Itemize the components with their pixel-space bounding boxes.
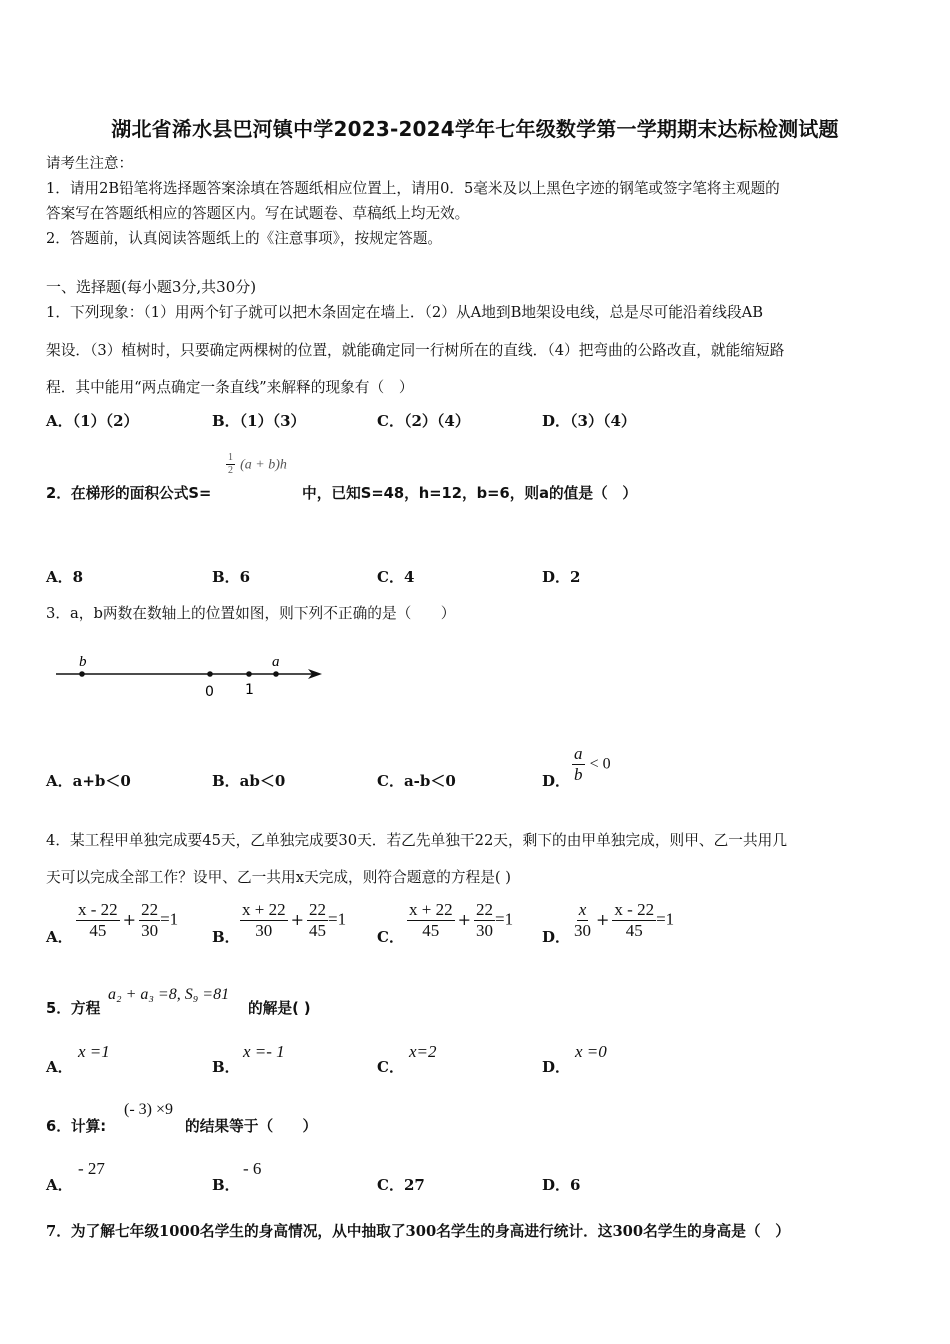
q4-b-rhs: =1 [328,909,347,929]
q3-option-a[interactable]: A．a+b＜0 [46,772,131,790]
q6-expression: (- 3) ×9 [124,1101,174,1118]
label-b: b [79,654,87,670]
q4-line-1: 4．某工程甲单独完成要45天，乙单独完成要30天．若乙先单独干22天，剩下的由甲单独完成，则甲、乙一共用几 [46,832,788,849]
q4-option-c-letter[interactable]: C． [377,928,404,946]
q5-option-d-value[interactable]: x =0 [575,1042,607,1061]
q5-prefix: 5．方程 [46,1000,101,1017]
q4-b-n1: x + 22 [242,900,286,919]
q1-line-1: 1．下列现象：（1）用两个钉子就可以把木条固定在墙上．（2）从A地到B地架设电线，总是尽可能沿着线段AB [46,304,764,321]
q6-option-a-letter[interactable]: A． [46,1176,73,1194]
q2-option-a[interactable]: A．8 [46,568,84,586]
q5-option-b-value[interactable]: x =- 1 [243,1042,285,1061]
q3-option-d[interactable]: D． [542,772,571,790]
q2-formula-num: 1 [228,452,233,463]
q4-option-d-letter[interactable]: D． [542,928,571,946]
q5-suffix: 的解是( ) [248,1000,311,1017]
q6-option-d[interactable]: D．6 [542,1176,581,1194]
q5-option-a-letter[interactable]: A． [46,1058,73,1076]
q6-option-c[interactable]: C．27 [377,1176,425,1194]
q4-option-a-letter[interactable]: A． [46,928,73,946]
q3-text: 3．a，b两数在数轴上的位置如图，则下列不正确的是（ ） [46,605,456,622]
label-0: 0 [205,684,214,700]
q4-c-n1: x + 22 [409,900,453,919]
q2-formula [226,452,287,476]
q4-d-d1: 30 [574,920,591,940]
q4-b-d1: 30 [255,920,273,940]
q6-prefix: 6．计算: [46,1118,107,1135]
q5-option-a-value[interactable]: x =1 [78,1042,110,1061]
label-a: a [272,654,280,670]
q3-option-d-expr [572,744,611,784]
q6-suffix: 的结果等于（ ） [185,1118,318,1135]
q3-d-rel: < 0 [589,755,611,773]
q2-prefix: 2．在梯形的面积公式S= [46,485,212,502]
point-0 [207,671,213,677]
q1-line-2: 架设．（3）植树时，只要确定两棵树的位置，就能确定同一行树所在的直线．（4）把弯曲的公路改直，就能缩短路 [46,342,785,359]
q4-c-d1: 45 [422,920,440,940]
q4-d-rhs: =1 [656,909,675,929]
q1-option-d[interactable]: D．（3）（4） [542,412,636,430]
q4-c-n2: 22 [476,900,493,919]
q5-option-d-letter[interactable]: D． [542,1058,571,1076]
q2-option-d[interactable]: D．2 [542,568,581,586]
point-1 [246,671,252,677]
page-title: 湖北省浠水县巴河镇中学2023-2024学年七年级数学第一学期期末达标检测试题 [111,117,839,141]
q4-a-n1: x - 22 [78,900,118,919]
q5-option-c-value[interactable]: x=2 [409,1042,437,1061]
section-heading: 一、选择题(每小题3分,共30分) [46,278,257,296]
q4-a-d1: 45 [89,920,107,940]
q2-suffix: 中，已知S=48，h=12，b=6，则a的值是（ ） [302,485,638,502]
q3-option-b[interactable]: B．ab＜0 [212,772,286,790]
q4-a-rhs: =1 [160,909,179,929]
q4-c-d2: 30 [476,920,493,940]
q4-a-d2: 30 [141,920,159,940]
q2-option-c[interactable]: C．4 [377,568,415,586]
point-b [79,671,85,677]
q2-formula-rest: (a + b)h [240,457,287,473]
q3-d-num: a [574,744,583,763]
q2-formula-den: 2 [228,464,233,476]
notice-heading: 请考生注意： [46,156,133,172]
q5-option-b-letter[interactable]: B． [212,1058,240,1076]
q4-c-rhs: =1 [495,909,514,929]
q4-b-n2: 22 [309,900,326,919]
q4-d-n2: x - 22 [614,900,655,919]
q4-d-d2: 45 [625,920,643,940]
q4-line-2: 天可以完成全部工作？设甲、乙一共用x天完成，则符合题意的方程是( ) [46,869,512,886]
q4-option-d-equation[interactable]: $\frac{x}{30}$ + $\frac{x - 22}{45}$ =1 [574,900,675,940]
q1-option-b[interactable]: B．（1）（3） [212,412,306,430]
q4-option-b-letter[interactable]: B． [212,928,240,946]
q4-b-d2: 45 [309,920,326,940]
notice-line-1b: 答案写在答题纸相应的答题区内。写在试题卷、草稿纸上均无效。 [46,205,470,222]
q6-option-b-letter[interactable]: B． [212,1176,240,1194]
q6-option-a-value[interactable]: - 27 [78,1159,105,1178]
q4-option-a-equation[interactable]: $\frac{x - 22}{45}$ + $\frac{22}{30}$ =1 [78,900,179,940]
label-1: 1 [245,682,254,698]
q5-equation: a₂ + a₃ =8, S₉ =81 [108,986,230,1003]
q3-option-c[interactable]: C．a-b＜0 [377,772,456,790]
q7-text: 7．为了解七年级1000名学生的身高情况，从中抽取了300名学生的身高进行统计．这300名学生的身高是（ ） [46,1223,790,1240]
q6-option-b-value[interactable]: - 6 [243,1159,262,1178]
q1-line-3: 程．其中能用“两点确定一条直线”来解释的现象有（ ） [46,379,414,396]
q5-option-c-letter[interactable]: C． [377,1058,404,1076]
q2-option-b[interactable]: B．6 [212,568,251,586]
q4-option-c-equation[interactable]: $\frac{x + 22}{45}$ + $\frac{22}{30}$ =1 [409,900,514,940]
point-a [273,671,279,677]
q4-a-n2: 22 [141,900,159,919]
q1-option-a[interactable]: A．（1）（2） [46,412,139,430]
notice-line-2: 2．答题前，认真阅读答题纸上的《注意事项》，按规定答题。 [46,230,443,247]
q4-option-b-equation[interactable]: $\frac{x + 22}{30}$ + $\frac{22}{45}$ =1 [242,900,347,940]
q1-option-c[interactable]: C．（2）（4） [377,412,470,430]
q4-d-n1: x [578,900,587,919]
q3-d-den: b [574,764,583,784]
notice-line-1a: 1．请用2B铅笔将选择题答案涂填在答题纸相应位置上，请用0．5毫米及以上黑色字迹的钢笔或签字笔将主观题的 [46,180,780,197]
number-line [50,650,340,702]
